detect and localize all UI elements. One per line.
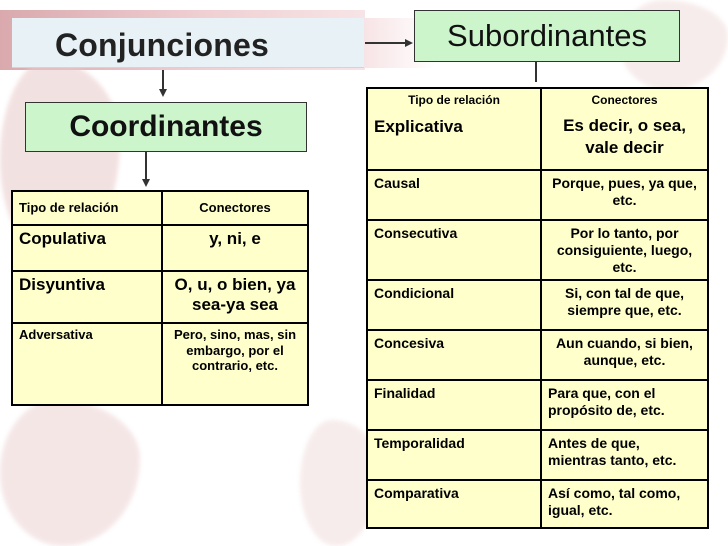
subordinantes-table — [366, 87, 709, 529]
table-row — [367, 330, 708, 380]
header-tipo: Tipo de relación — [12, 191, 162, 225]
tipo-cell: Comparativa — [367, 480, 541, 528]
tipo-cell: Copulativa — [12, 225, 162, 271]
header-conectores: Conectores — [591, 93, 658, 107]
tipo-cell: Causal — [367, 170, 541, 220]
table-header-row — [12, 191, 308, 225]
conectores-cell: Si, con tal de que, siempre que, etc. — [541, 280, 708, 330]
table-header-row — [367, 88, 708, 170]
arrow-to-coordinantes-table — [145, 152, 147, 180]
table-row — [12, 271, 308, 323]
arrow-head-down — [159, 89, 167, 97]
tipo-cell: Disyuntiva — [12, 271, 162, 323]
header-cell-tipo — [367, 88, 541, 170]
arrow-to-coordinantes — [162, 70, 164, 90]
conectores-cell: Por lo tanto, por consiguiente, luego, etc. — [541, 220, 708, 280]
tipo-cell: Finalidad — [367, 380, 541, 430]
table-row — [367, 480, 708, 528]
background-decoration — [0, 400, 140, 546]
conectores-cell: Así como, tal como, igual, etc. — [541, 480, 708, 528]
conectores-cell: Pero, sino, mas, sin embargo, por el contrario, etc. — [162, 323, 308, 405]
table-row — [12, 323, 308, 405]
arrow-to-subordinantes — [365, 42, 405, 44]
table-row — [12, 225, 308, 271]
header-tipo: Tipo de relación — [408, 93, 500, 107]
conectores-cell: Porque, pues, ya que, etc. — [541, 170, 708, 220]
subordinantes-label: Subordinantes — [447, 18, 647, 53]
table-row — [367, 430, 708, 480]
arrow-head-down — [142, 179, 150, 187]
table-row — [367, 280, 708, 330]
table-row — [367, 380, 708, 430]
table-row — [367, 170, 708, 220]
page-title: Conjunciones — [55, 27, 269, 63]
conectores-cell: Es decir, o sea, vale decir — [563, 116, 686, 158]
arrow-head-right — [405, 39, 413, 47]
header-cell-conectores — [541, 88, 708, 170]
coordinantes-table — [11, 190, 309, 406]
conectores-cell: Aun cuando, si bien, aunque, etc. — [541, 330, 708, 380]
table-row — [367, 220, 708, 280]
conectores-cell: Antes de que, mientras tanto, etc. — [541, 430, 708, 480]
tipo-cell: Explicativa — [374, 117, 463, 137]
tipo-cell: Consecutiva — [367, 220, 541, 280]
header-conectores: Conectores — [162, 191, 308, 225]
subordinantes-box — [414, 10, 680, 62]
coordinantes-box — [25, 102, 307, 152]
tipo-cell: Condicional — [367, 280, 541, 330]
coordinantes-label: Coordinantes — [69, 110, 263, 143]
tipo-cell: Temporalidad — [367, 430, 541, 480]
tipo-cell: Concesiva — [367, 330, 541, 380]
conectores-cell: O, u, o bien, ya sea-ya sea — [162, 271, 308, 323]
tipo-cell: Adversativa — [12, 323, 162, 405]
arrow-to-subordinantes-table — [535, 62, 537, 82]
conectores-cell: Para que, con el propósito de, etc. — [541, 380, 708, 430]
conectores-cell: y, ni, e — [162, 225, 308, 271]
